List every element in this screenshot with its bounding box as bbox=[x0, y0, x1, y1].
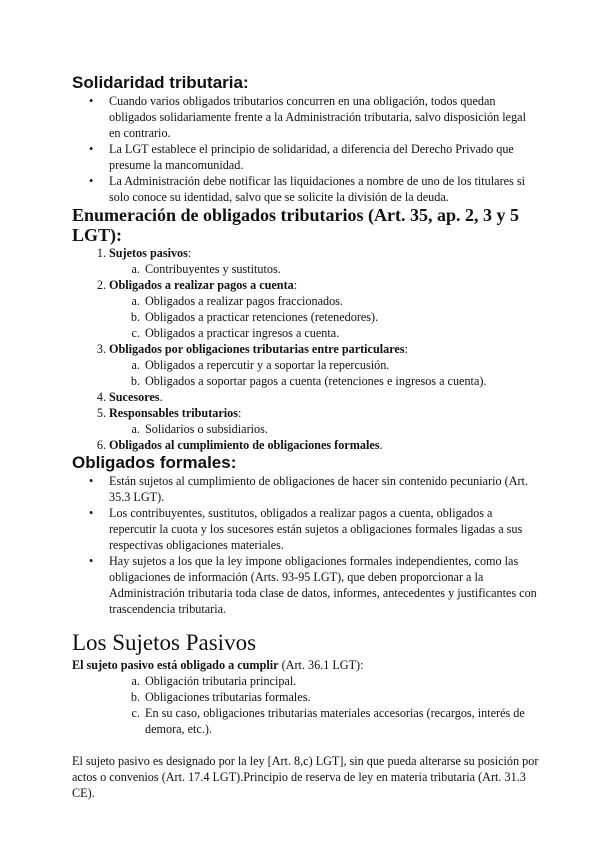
intro-paragraph: El sujeto pasivo está obligado a cumplir (Art. 36.1 LGT): bbox=[72, 658, 364, 672]
item-number: 3. bbox=[96, 342, 106, 356]
sub-list-item: b. Obligaciones tributarias formales. bbox=[130, 690, 311, 704]
obligados-numbered-list bbox=[72, 245, 540, 453]
sub-list-item: a. Contribuyentes y sustitutos. bbox=[131, 262, 281, 276]
list-item: 4. Sucesores. bbox=[72, 389, 540, 405]
list-item: 3. Obligados por obligaciones tributarias entre particulares: a. Obligados a repercutir y a soportar la repercusión. b. Obligados a soportar pagos a cuenta (retenciones e ingresos a cuenta). bbox=[72, 341, 540, 389]
sub-list-item: a. Obligados a realizar pagos fraccionados. bbox=[131, 294, 343, 308]
list-item: 2. Obligados a realizar pagos a cuenta: a. Obligados a realizar pagos fraccionados. b. Obligados a practicar retenciones (retenedores). c. Obligados a practicar ingresos a cuenta. bbox=[72, 277, 540, 341]
item-label: Sujetos pasivos bbox=[109, 246, 188, 260]
closing-paragraph: El sujeto pasivo es designado por la ley [Art. 8,c) LGT], sin que pueda alterarse su posición por actos o convenios (Art. 17.4 LGT).Principio de reserva de ley en materia tributaria (Art. 31.3 CE). bbox=[72, 754, 539, 800]
list-item: 1. Sujetos pasivos: a. Contribuyentes y sustitutos. bbox=[72, 245, 540, 277]
item-number: 2. bbox=[96, 278, 106, 292]
item-label: Obligados al cumplimiento de obligaciones formales bbox=[109, 438, 380, 452]
list-item: • Hay sujetos a los que la ley impone obligaciones formales independientes, como las obligaciones de información (Arts. 93-95 LGT), que deben proporcionar a la Administración tributaria toda clase de datos, informes, antecedentes y justificantes con trascendencia tributaria. bbox=[72, 553, 540, 617]
list-item: 6. Obligados al cumplimiento de obligaciones formales. bbox=[72, 437, 540, 453]
sujeto-pasivo-obligations-list bbox=[72, 673, 540, 737]
sub-list-item: a. Obligados a repercutir y a soportar la repercusión. bbox=[131, 358, 390, 372]
formales-bullet-list bbox=[72, 473, 540, 617]
item-label: Obligados a realizar pagos a cuenta bbox=[109, 278, 294, 292]
item-number: 4. bbox=[96, 390, 106, 404]
item-number: 1. bbox=[96, 246, 106, 260]
solidaridad-bullet-list bbox=[72, 93, 540, 205]
sub-list-item: c. En su caso, obligaciones tributarias materiales accesorias (recargos, interés de demora, etc.). bbox=[131, 706, 525, 736]
list-item: • Cuando varios obligados tributarios concurren en una obligación, todos quedan obligados solidariamente frente a la Administración tributaria, salvo disposición legal en contrario. bbox=[72, 93, 540, 141]
list-item: 5. Responsables tributarios: a. Solidarios o subsidiarios. bbox=[72, 405, 540, 437]
item-label: Sucesores bbox=[109, 390, 160, 404]
sub-list-item: b. Obligados a soportar pagos a cuenta (retenciones e ingresos a cuenta). bbox=[130, 374, 487, 388]
section-heading-obligados-formales: Obligados formales: bbox=[72, 453, 237, 472]
sub-list-item: a. Obligación tributaria principal. bbox=[131, 674, 297, 688]
item-number: 6. bbox=[96, 438, 106, 452]
list-item: • Los contribuyentes, sustitutos, obligados a realizar pagos a cuenta, obligados a repercutir la cuota y los sucesores están sujetos a obligaciones formales ligadas a sus respectivas obligaciones materiales. bbox=[72, 505, 540, 553]
list-item: • La LGT establece el principio de solidaridad, a diferencia del Derecho Privado que presume la mancomunidad. bbox=[72, 141, 540, 173]
list-item: • La Administración debe notificar las liquidaciones a nombre de uno de los titulares si solo conoce su identidad, salvo que se solicite la división de la deuda. bbox=[72, 173, 540, 205]
item-label: Responsables tributarios bbox=[109, 406, 238, 420]
item-label: Obligados por obligaciones tributarias entre particulares bbox=[109, 342, 405, 356]
sub-list-item: c. Obligados a practicar ingresos a cuenta. bbox=[131, 326, 340, 340]
section-heading-solidaridad: Solidaridad tributaria: bbox=[72, 73, 249, 92]
item-number: 5. bbox=[96, 406, 106, 420]
document-page bbox=[72, 72, 540, 801]
sub-list-item: b. Obligados a practicar retenciones (retenedores). bbox=[130, 310, 379, 324]
sub-list-item: a. Solidarios o subsidiarios. bbox=[131, 422, 268, 436]
page-title-sujetos-pasivos: Los Sujetos Pasivos bbox=[72, 630, 257, 655]
list-item: • Están sujetos al cumplimiento de obligaciones de hacer sin contenido pecuniario (Art. 35.3 LGT). bbox=[72, 473, 540, 505]
section-heading-enumeracion: Enumeración de obligados tributarios (Art. 35, ap. 2, 3 y 5 LGT): bbox=[72, 205, 520, 245]
